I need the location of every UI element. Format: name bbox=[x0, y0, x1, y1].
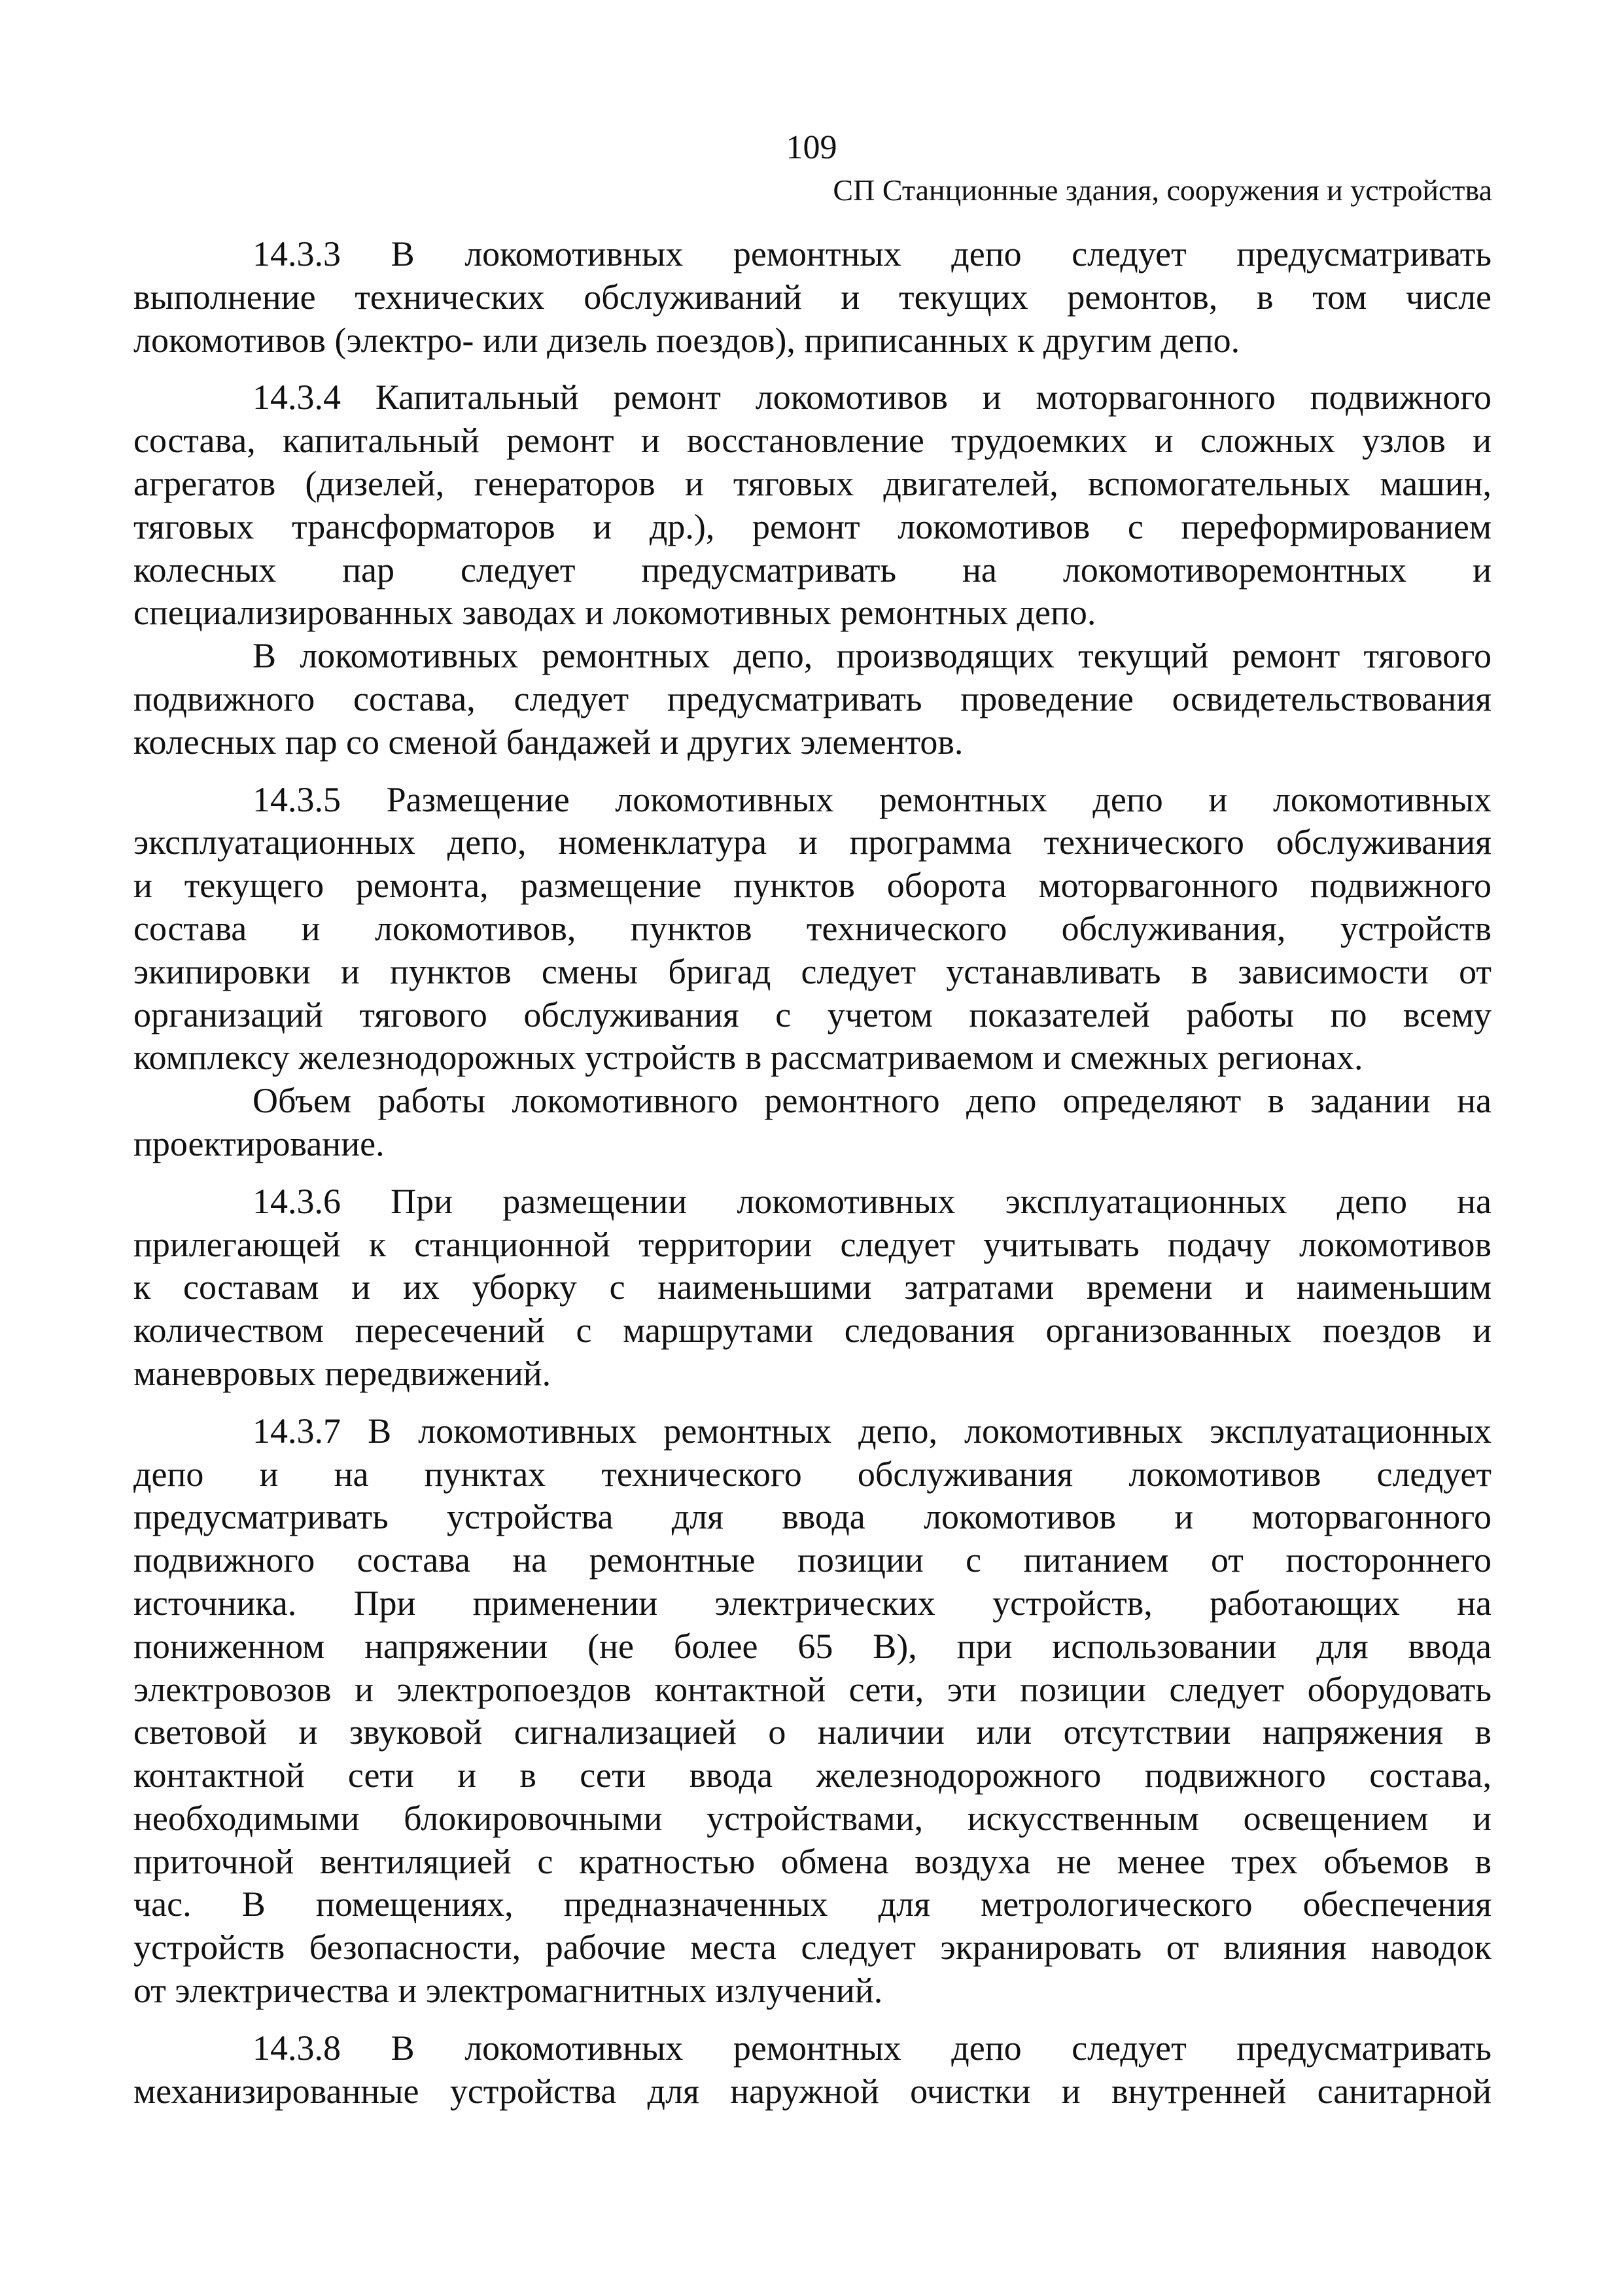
text-line: локомотивов (электро- или дизель поездов), приписанных к другим депо. bbox=[133, 320, 1240, 360]
text-line: подвижного состава на ремонтные позиции с питанием от постороннего bbox=[133, 1540, 1492, 1580]
text-line: колесных пар со сменой бандажей и других элементов. bbox=[133, 722, 964, 762]
text-line: Объем работы локомотивного ремонтного депо определяют в задании на bbox=[253, 1081, 1492, 1121]
text-line: тяговых трансформаторов и др.), ремонт локомотивов с переформированием bbox=[133, 506, 1492, 546]
paragraph-14-3-7 bbox=[133, 1410, 1492, 2013]
paragraph-14-3-6 bbox=[133, 1180, 1492, 1396]
text-line: В локомотивных ремонтных депо, производящих текущий ремонт тягового bbox=[253, 636, 1492, 676]
text-line: 14.3.6 При размещении локомотивных эксплуатационных депо на bbox=[253, 1181, 1492, 1221]
document-body bbox=[133, 233, 1492, 2113]
text-line: устройств безопасности, рабочие места следует экранировать от влияния наводок bbox=[133, 1928, 1492, 1968]
text-line: 14.3.7 В локомотивных ремонтных депо, локомотивных эксплуатационных bbox=[253, 1411, 1492, 1451]
paragraph-14-3-5-continued bbox=[133, 1080, 1492, 1166]
text-line: и текущего ремонта, размещение пунктов оборота моторвагонного подвижного bbox=[133, 866, 1492, 906]
text-line: выполнение технических обслуживаний и текущих ремонтов, в том числе bbox=[133, 277, 1492, 317]
text-line: специализированных заводах и локомотивных ремонтных депо. bbox=[133, 593, 1096, 633]
text-line: приточной вентиляцией с кратностью обмена воздуха не менее трех объемов в bbox=[133, 1841, 1492, 1881]
text-line: прилегающей к станционной территории следует учитывать подачу локомотивов bbox=[133, 1224, 1492, 1264]
paragraph-14-3-4 bbox=[133, 376, 1492, 635]
paragraph-14-3-4-continued bbox=[133, 635, 1492, 764]
text-line: колесных пар следует предусматривать на локомотиворемонтных и bbox=[133, 550, 1492, 590]
paragraph-14-3-3 bbox=[133, 233, 1492, 362]
text-line: необходимыми блокировочными устройствами, искусственным освещением и bbox=[133, 1798, 1492, 1838]
text-line: подвижного состава, следует предусматривать проведение освидетельствования bbox=[133, 679, 1492, 718]
text-line: час. В помещениях, предназначенных для метрологического обеспечения bbox=[133, 1884, 1492, 1924]
text-line: депо и на пунктах технического обслуживания локомотивов следует bbox=[133, 1454, 1492, 1494]
text-line: состава, капитальный ремонт и восстановление трудоемких и сложных узлов и bbox=[133, 421, 1492, 461]
text-line: агрегатов (дизелей, генераторов и тяговых двигателей, вспомогательных машин, bbox=[133, 463, 1492, 503]
page-number: 109 bbox=[786, 129, 837, 166]
text-line: электровозов и электропоездов контактной сети, эти позиции следует оборудовать bbox=[133, 1669, 1492, 1709]
text-line: эксплуатационных депо, номенклатура и программа технического обслуживания bbox=[133, 822, 1492, 862]
text-line: 14.3.3 В локомотивных ремонтных депо следует предусматривать bbox=[253, 234, 1492, 274]
running-header: СП Станционные здания, сооружения и устройства bbox=[833, 173, 1492, 207]
text-line: световой и звуковой сигнализацией о наличии или отсутствии напряжения в bbox=[133, 1712, 1492, 1752]
text-line: состава и локомотивов, пунктов технического обслуживания, устройств bbox=[133, 908, 1492, 948]
paragraph-14-3-5 bbox=[133, 779, 1492, 1080]
text-line: количеством пересечений с маршрутами следования организованных поездов и bbox=[133, 1311, 1492, 1351]
text-line: к составам и их уборку с наименьшими затратами времени и наименьшим bbox=[133, 1267, 1492, 1307]
text-line: механизированные устройства для наружной очистки и внутренней санитарной bbox=[133, 2071, 1492, 2111]
text-line: 14.3.4 Капитальный ремонт локомотивов и моторвагонного подвижного bbox=[253, 378, 1492, 417]
text-line: 14.3.8 В локомотивных ремонтных депо следует предусматривать bbox=[253, 2028, 1492, 2068]
text-line: экипировки и пунктов смены бригад следует устанавливать в зависимости от bbox=[133, 951, 1492, 991]
text-line: контактной сети и в сети ввода железнодорожного подвижного состава, bbox=[133, 1756, 1492, 1795]
paragraph-14-3-8 bbox=[133, 2027, 1492, 2113]
text-line: организаций тягового обслуживания с учетом показателей работы по всему bbox=[133, 995, 1492, 1034]
text-line: от электричества и электромагнитных излучений. bbox=[133, 1971, 883, 2011]
text-line: 14.3.5 Размещение локомотивных ремонтных депо и локомотивных bbox=[253, 779, 1492, 819]
text-line: маневровых передвижений. bbox=[133, 1353, 551, 1393]
text-line: источника. При применении электрических устройств, работающих на bbox=[133, 1583, 1492, 1623]
text-line: комплексу железнодорожных устройств в рассматриваемом и смежных регионах. bbox=[133, 1038, 1363, 1078]
text-line: проектирование. bbox=[133, 1123, 385, 1163]
text-line: пониженном напряжении (не более 65 В), при использовании для ввода bbox=[133, 1626, 1492, 1666]
text-line: предусматривать устройства для ввода локомотивов и моторвагонного bbox=[133, 1497, 1492, 1537]
